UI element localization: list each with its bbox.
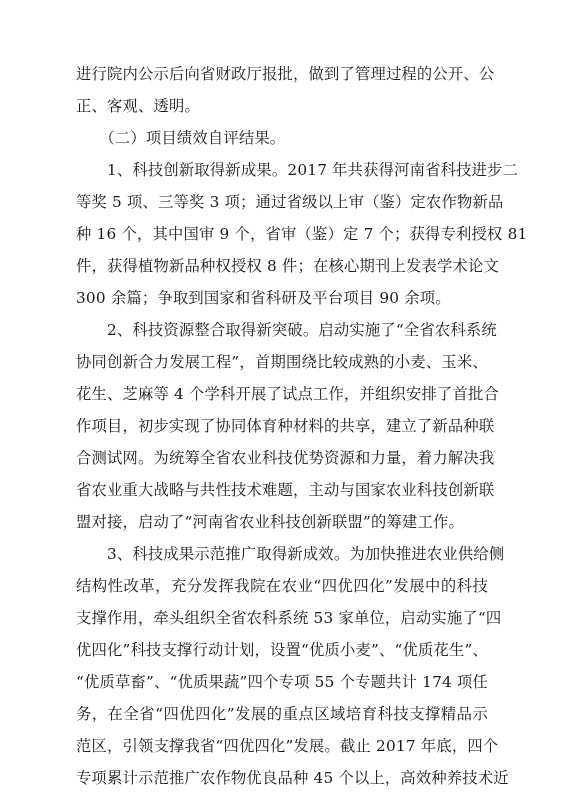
text-line-15: 盟对接，启动了“河南省农业科技创新联盟”的筹建工作。	[76, 513, 464, 531]
section-heading: （二）项目绩效自评结果。	[76, 129, 286, 147]
text-line-8: 300 余篇；争取到国家和省科研及平台项目 90 余项。	[76, 289, 451, 307]
text-line-7: 件，获得植物新品种权授权 8 件；在核心期刊上发表学术论文	[76, 257, 499, 275]
text-line-22: 范区，引领支撑我省“四优四化”发展。截止 2017 年底，四个	[76, 737, 499, 755]
text-line-4: 1、科技创新取得新成果。2017 年共获得河南省科技进步二	[76, 161, 519, 179]
text-line-18: 支撑作用，牵头组织全省农科系统 53 家单位，启动实施了“四	[76, 609, 502, 627]
text-line-23: 专项累计示范推广农作物优良品种 45 个以上，高效种养技术近	[76, 769, 509, 787]
text-line-20: “优质草畜”、“优质果蔬”四个专项 55 个专题共计 174 项任	[76, 673, 488, 691]
text-line-12: 作项目，初步实现了协同体育种材料的共享，建立了新品种联	[76, 417, 495, 435]
text-line-13: 合测试网。为统筹全省农业科技优势资源和力量，着力解决我	[76, 449, 495, 467]
text-line-10: 协同创新合力发展工程”，首期围绕比较成熟的小麦、玉米、	[76, 353, 488, 371]
text-line-5: 等奖 5 项、三等奖 3 项；通过省级以上审（鉴）定农作物新品	[76, 193, 504, 211]
text-line-17: 结构性改革，充分发挥我院在农业“四优四化”发展中的科技	[76, 577, 488, 595]
text-line-21: 务，在全省“四优四化”发展的重点区域培育科技支撑精品示	[76, 705, 488, 723]
text-line-2: 正、客观、透明。	[76, 97, 200, 115]
text-line-1: 进行院内公示后向省财政厅报批，做到了管理过程的公开、公	[76, 65, 495, 83]
text-line-9: 2、科技资源整合取得新突破。启动实施了“全省农科系统	[76, 321, 497, 339]
text-line-14: 省农业重大战略与共性技术难题，主动与国家农业科技创新联	[76, 481, 495, 499]
text-line-16: 3、科技成果示范推广取得新成效。为加快推进农业供给侧	[76, 545, 505, 563]
text-line-19: 优四化”科技支撑行动计划，设置“优质小麦”、“优质花生”、	[76, 641, 489, 659]
text-line-6: 种 16 个，其中国审 9 个，省审（鉴）定 7 个；获得专利授权 81	[76, 225, 528, 243]
text-line-11: 花生、芝麻等 4 个学科开展了试点工作，并组织安排了首批合	[76, 385, 499, 403]
